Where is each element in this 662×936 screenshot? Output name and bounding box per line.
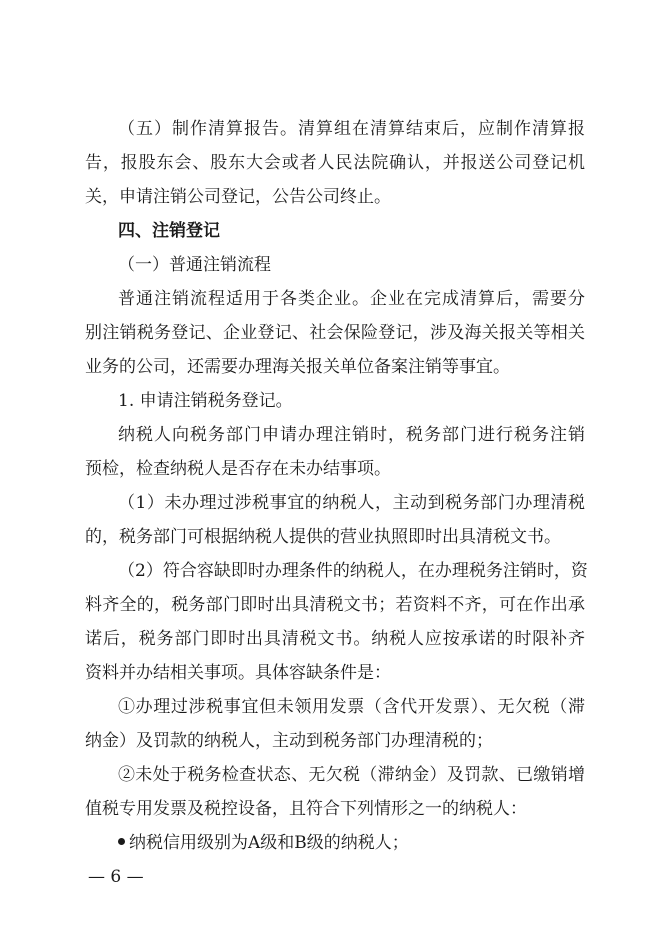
text-line: 纳金）及罚款的纳税人，主动到税务部门办理清税的； — [85, 731, 493, 751]
text-line: ②未处于税务检查状态、无欠税（滞纳金）及罚款、已缴销增 — [118, 765, 585, 785]
subsection-heading: （一）普通注销流程 — [118, 255, 271, 275]
text-line: 普通注销流程适用于各类企业。企业在完成清算后，需要分 — [118, 289, 585, 309]
text-line: 关，申请注销公司登记，公告公司终止。 — [85, 187, 391, 207]
bullet-text: 纳税信用级别为A级和B级的纳税人； — [129, 833, 409, 853]
text-line: 预检，检查纳税人是否存在未办结事项。 — [85, 459, 391, 479]
text-line: 值税专用发票及税控设备，且符合下列情形之一的纳税人： — [85, 799, 527, 819]
text-line: 纳税人向税务部门申请办理注销时，税务部门进行税务注销 — [118, 425, 585, 445]
text-line: 别注销税务登记、企业登记、社会保险登记，涉及海关报关等相关 — [85, 323, 585, 343]
section-heading: 四、注销登记 — [118, 221, 220, 241]
text-line: （2）符合容缺即时办理条件的纳税人，在办理税务注销时，资 — [118, 561, 588, 581]
text-line: 的，税务部门可根据纳税人提供的营业执照即时出具清税文书。 — [85, 527, 561, 547]
text-line: （五）制作清算报告。清算组在清算结束后，应制作清算报 — [118, 119, 585, 139]
text-line: ①办理过涉税事宜但未领用发票（含代开发票）、无欠税（滞 — [118, 697, 585, 717]
text-line: 资料并办结相关事项。具体容缺条件是： — [85, 663, 391, 683]
text-line: 告，报股东会、股东大会或者人民法院确认，并报送公司登记机 — [85, 153, 585, 173]
numbered-item: 1. 申请注销税务登记。 — [118, 391, 293, 411]
text-line: 诺后，税务部门即时出具清税文书。纳税人应按承诺的时限补齐 — [85, 629, 585, 649]
page-number: — 6 — — [88, 867, 144, 887]
bullet-item — [118, 832, 585, 854]
text-line: （1）未办理过涉税事宜的纳税人，主动到税务部门办理清税 — [118, 493, 585, 513]
text-line: 业务的公司，还需要办理海关报关单位备案注销等事宜。 — [85, 357, 510, 377]
bullet-icon — [118, 838, 125, 845]
text-line: 料齐全的，税务部门即时出具清税文书；若资料不齐，可在作出承 — [85, 595, 585, 615]
